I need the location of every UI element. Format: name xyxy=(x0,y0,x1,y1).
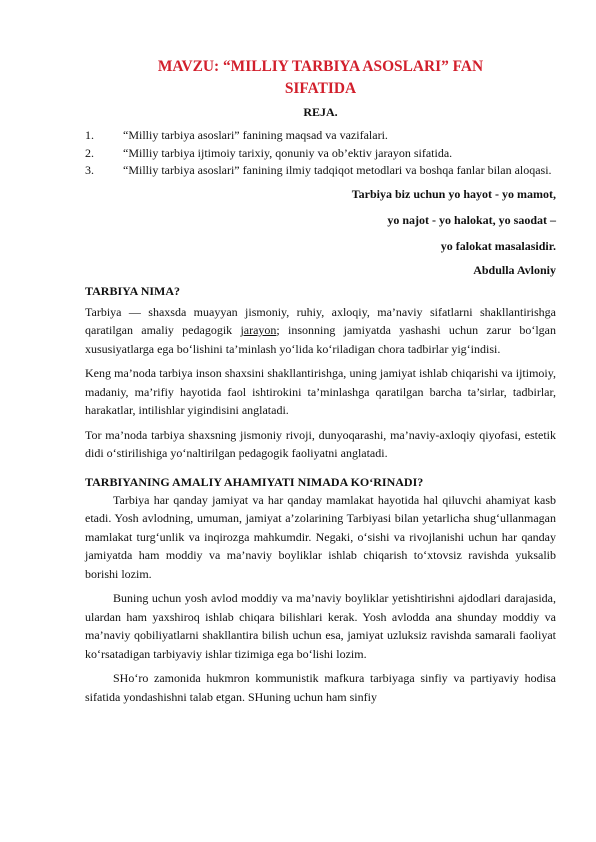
plan-item-text: “Milliy tarbiya asoslari” fanining maqsad va vazifalari. xyxy=(123,128,388,142)
epigraph xyxy=(85,181,556,281)
plan-item-number: 1. xyxy=(85,128,94,142)
epigraph-line-2: yo najot - yo halokat, yo saodat – xyxy=(387,212,556,227)
paragraph xyxy=(85,303,556,359)
paragraph: Tor ma’noda tarbiya shaxsning jismoniy rivoji, dunyoqarashi, ma’naviy-axloqiy qiyofasi, estetik didi o‘stirilishiga yo‘naltirilgan pedagogik faoliyatni anglatadi. xyxy=(85,427,556,460)
paragraph: Tarbiya har qanday jamiyat va har qanday mamlakat hayotida hal qiluvchi ahamiyat kasb etadi. Yosh avlodning, umuman, jamiyat a’zolarining Tarbiyasi bilan yetarlicha shug‘ullanmagan mamlakat turg‘unlik va inqirozga mahkumdir. Negaki, o‘sishi va rivojlanishi uchun har qanday jamiyatda ham moddiy va ma’naviy boyliklar ishlab chiqarish to‘xtovsiz ravishda yuksalib borishi lozim. xyxy=(85,492,556,581)
plan-item-text: “Milliy tarbiya asoslari” fanining ilmiy tadqiqot metodlari va boshqa fanlar bilan aloqasi. xyxy=(123,163,552,177)
document-title xyxy=(85,56,556,100)
plan-item-number: 2. xyxy=(85,145,94,160)
section-heading-practical-importance: TARBIYANING AMALIY AHAMIYATI NIMADA KO‘RINADI? xyxy=(85,474,424,489)
epigraph-line-3: yo falokat masalasidir. xyxy=(440,238,556,253)
epigraph-author: Abdulla Avloniy xyxy=(473,262,556,277)
plan-item xyxy=(85,145,556,163)
epigraph-line-1: Tarbiya biz uchun yo hayot - yo mamot, xyxy=(351,186,556,201)
plan-item xyxy=(85,127,556,145)
paragraph-text: ; insonning jamiyatda yashashi uchun zarur bo‘lgan xususiyatlarga ega bo‘lishini ta’minlash yo‘lida ko‘riladigan chora tadbirlar yig‘indisi. xyxy=(85,323,556,356)
paragraph: Buning uchun yosh avlod moddiy va ma’naviy boyliklar yetishtirishni ajdodlari darajasida, ulardan ham yaxshiroq ishlab chiqara bilishlari kerak. Yosh avlodda ana shunday moddiy va ma’naviy qobiliyatlarni shakllantira bilish uchun esa, jamiyat uzluksiz ravishda samarali faoliyat ko‘rsatadigan tarbiyaviy ishlar tizimiga ega bo‘lishi lozim. xyxy=(85,591,556,661)
title-line-2: SIFATIDA xyxy=(284,80,357,97)
paragraph: SHo‘ro zamonida hukmron kommunistik mafkura tarbiyaga sinfiy va partiyaviy hodisa sifatida yondashishni talab etgan. SHuning uchun ham sinfiy xyxy=(85,671,556,704)
paragraph: Keng ma’noda tarbiya inson shaxsini shakllantirishga, uning jamiyat ishlab chiqarishi va ijtimoiy, madaniy, ma’rifiy hayotida faol ishtirokini ta’minlashga qaratilgan barcha ta’sirlar, tadbirlar, harakatlar, intilishlar yigindisini anglatadi. xyxy=(85,366,556,417)
plan-list xyxy=(85,127,556,180)
plan-item-text: “Milliy tarbiya ijtimoiy tarixiy, qonuniy va ob’ektiv jarayon sifatida. xyxy=(123,145,453,160)
plan-item xyxy=(85,162,556,180)
plan-label: REJA. xyxy=(303,105,338,119)
title-line-1: MAVZU: “MILLIY TARBIYA ASOSLARI” FAN xyxy=(157,58,484,75)
section-heading-what-is-upbringing: TARBIYA NIMA? xyxy=(85,283,181,298)
paragraph-text: Tarbiya — shaxsda muayyan jismoniy, ruhiy, axloqiy, ma’naviy sifatlarni shakllantirishga qaratilgan amaliy pedagogik xyxy=(85,304,556,337)
underlined-term: jarayon xyxy=(240,323,277,337)
plan-item-number: 3. xyxy=(85,163,94,177)
